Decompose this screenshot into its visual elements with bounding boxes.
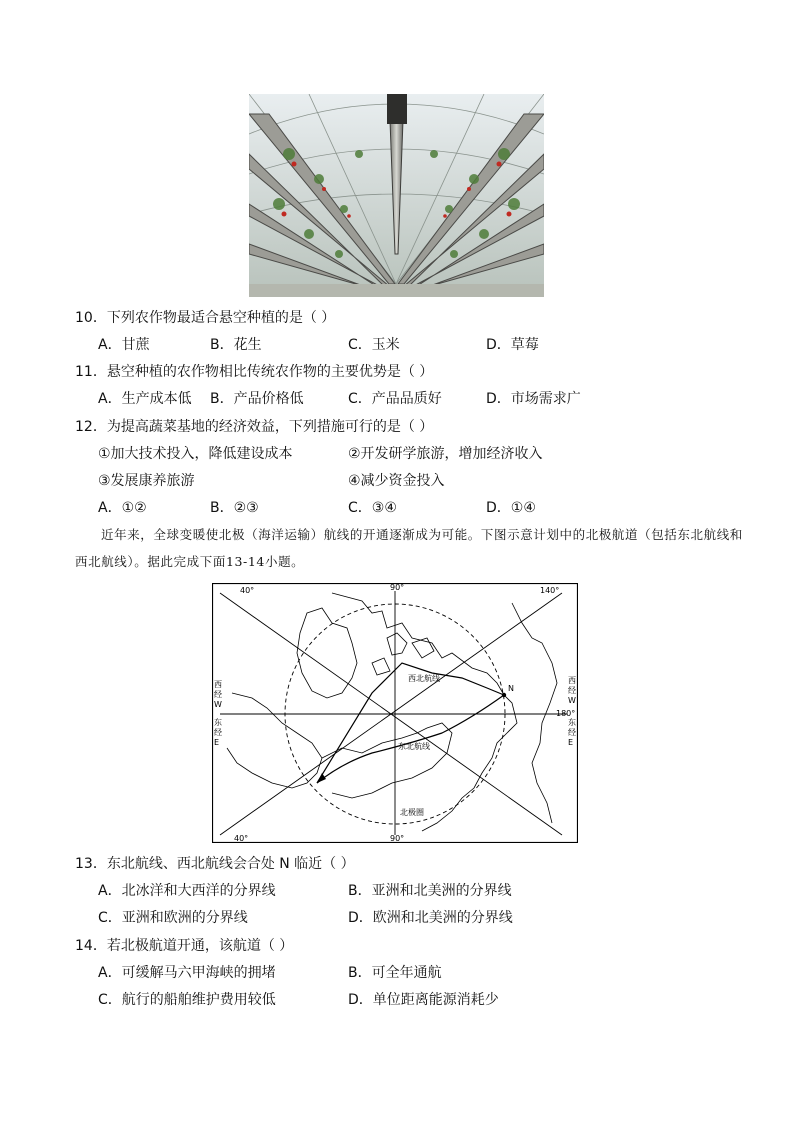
label-right-side-5: 经	[568, 728, 576, 737]
label-bottom-left: 40°	[234, 834, 249, 843]
q12-option-c: C．③④	[348, 500, 397, 516]
q12-option-d: D．①④	[486, 500, 536, 516]
q10-option-c: C．玉米	[348, 337, 400, 353]
q11-option-a: A．生产成本低	[98, 391, 192, 407]
label-top-left: 40°	[240, 586, 255, 595]
label-top-right: 140°	[540, 586, 560, 595]
q10-option-a: A．甘蔗	[98, 337, 150, 353]
q13-option-a: A．北冰洋和大西洋的分界线	[98, 883, 276, 899]
q14-option-a: A．可缓解马六甲海峡的拥堵	[98, 965, 276, 981]
q12-option-a: A．①②	[98, 500, 147, 516]
label-left-side-2: 经	[214, 690, 222, 699]
q12-option-b: B．②③	[210, 500, 259, 516]
question-13-stem: 13．东北航线、西北航线会合处 N 临近（ ）	[75, 856, 355, 872]
passage	[75, 521, 755, 575]
q14-option-c: C．航行的船舶维护费用较低	[98, 992, 276, 1008]
label-northeast-route: 东北航线	[398, 742, 430, 751]
q11-option-b: B．产品价格低	[210, 391, 304, 407]
q10-option-b: B．花生	[210, 337, 262, 353]
question-10-stem: 10．下列农作物最适合悬空种植的是（ ）	[75, 310, 336, 326]
label-left-side-5: 经	[214, 728, 222, 737]
label-arctic-circle: 北极圈	[400, 808, 424, 817]
label-left-side-6: E	[214, 738, 220, 747]
question-11-stem: 11．悬空种植的农作物相比传统农作物的主要优势是（ ）	[75, 364, 434, 380]
label-left-side-1: 西	[214, 680, 222, 689]
q13-option-d: D．欧洲和北美洲的分界线	[348, 910, 513, 926]
label-point-n: N	[508, 684, 514, 693]
greenhouse-photo	[249, 94, 544, 297]
label-right-side-1: 西	[568, 676, 576, 685]
q10-option-d: D．草莓	[486, 337, 539, 353]
q13-option-c: C．亚洲和欧洲的分界线	[98, 910, 248, 926]
q11-option-c: C．产品品质好	[348, 391, 442, 407]
q12-statement-3: ③发展康养旅游	[98, 473, 195, 489]
label-top-center: 90°	[390, 583, 405, 592]
arctic-route-map	[212, 583, 578, 843]
q12-statement-4: ④减少资金投入	[348, 473, 445, 489]
label-right-side-4: 东	[568, 718, 576, 727]
q11-option-d: D．市场需求广	[486, 391, 581, 407]
point-n-marker	[502, 693, 506, 697]
label-left-side-3: W	[214, 700, 222, 709]
question-12-stem: 12．为提高蔬菜基地的经济效益，下列措施可行的是（ ）	[75, 419, 434, 435]
q14-option-d: D．单位距离能源消耗少	[348, 992, 499, 1008]
label-right-side-6: E	[568, 738, 574, 747]
label-left-side-4: 东	[214, 718, 222, 727]
question-14-stem: 14．若北极航道开通，该航道（ ）	[75, 938, 294, 954]
passage-text: 近年来，全球变暖使北极（海洋运输）航线的开通逐渐成为可能。下图示意计划中的北极航道（包括东北航线和西北航线）。据此完成下面13-14小题。	[75, 527, 743, 569]
label-bottom-center: 90°	[390, 834, 405, 843]
label-right-side-3: W	[568, 696, 576, 705]
label-northwest-route: 西北航线	[408, 674, 440, 683]
greenhouse-illustration	[249, 94, 544, 297]
q12-statement-2: ②开发研学旅游，增加经济收入	[348, 446, 543, 462]
q12-statement-1: ①加大技术投入，降低建设成本	[98, 446, 293, 462]
label-right-meridian: 180°	[556, 709, 576, 718]
q13-option-b: B．亚洲和北美洲的分界线	[348, 883, 512, 899]
label-right-side-2: 经	[568, 686, 576, 695]
q14-option-b: B．可全年通航	[348, 965, 442, 981]
